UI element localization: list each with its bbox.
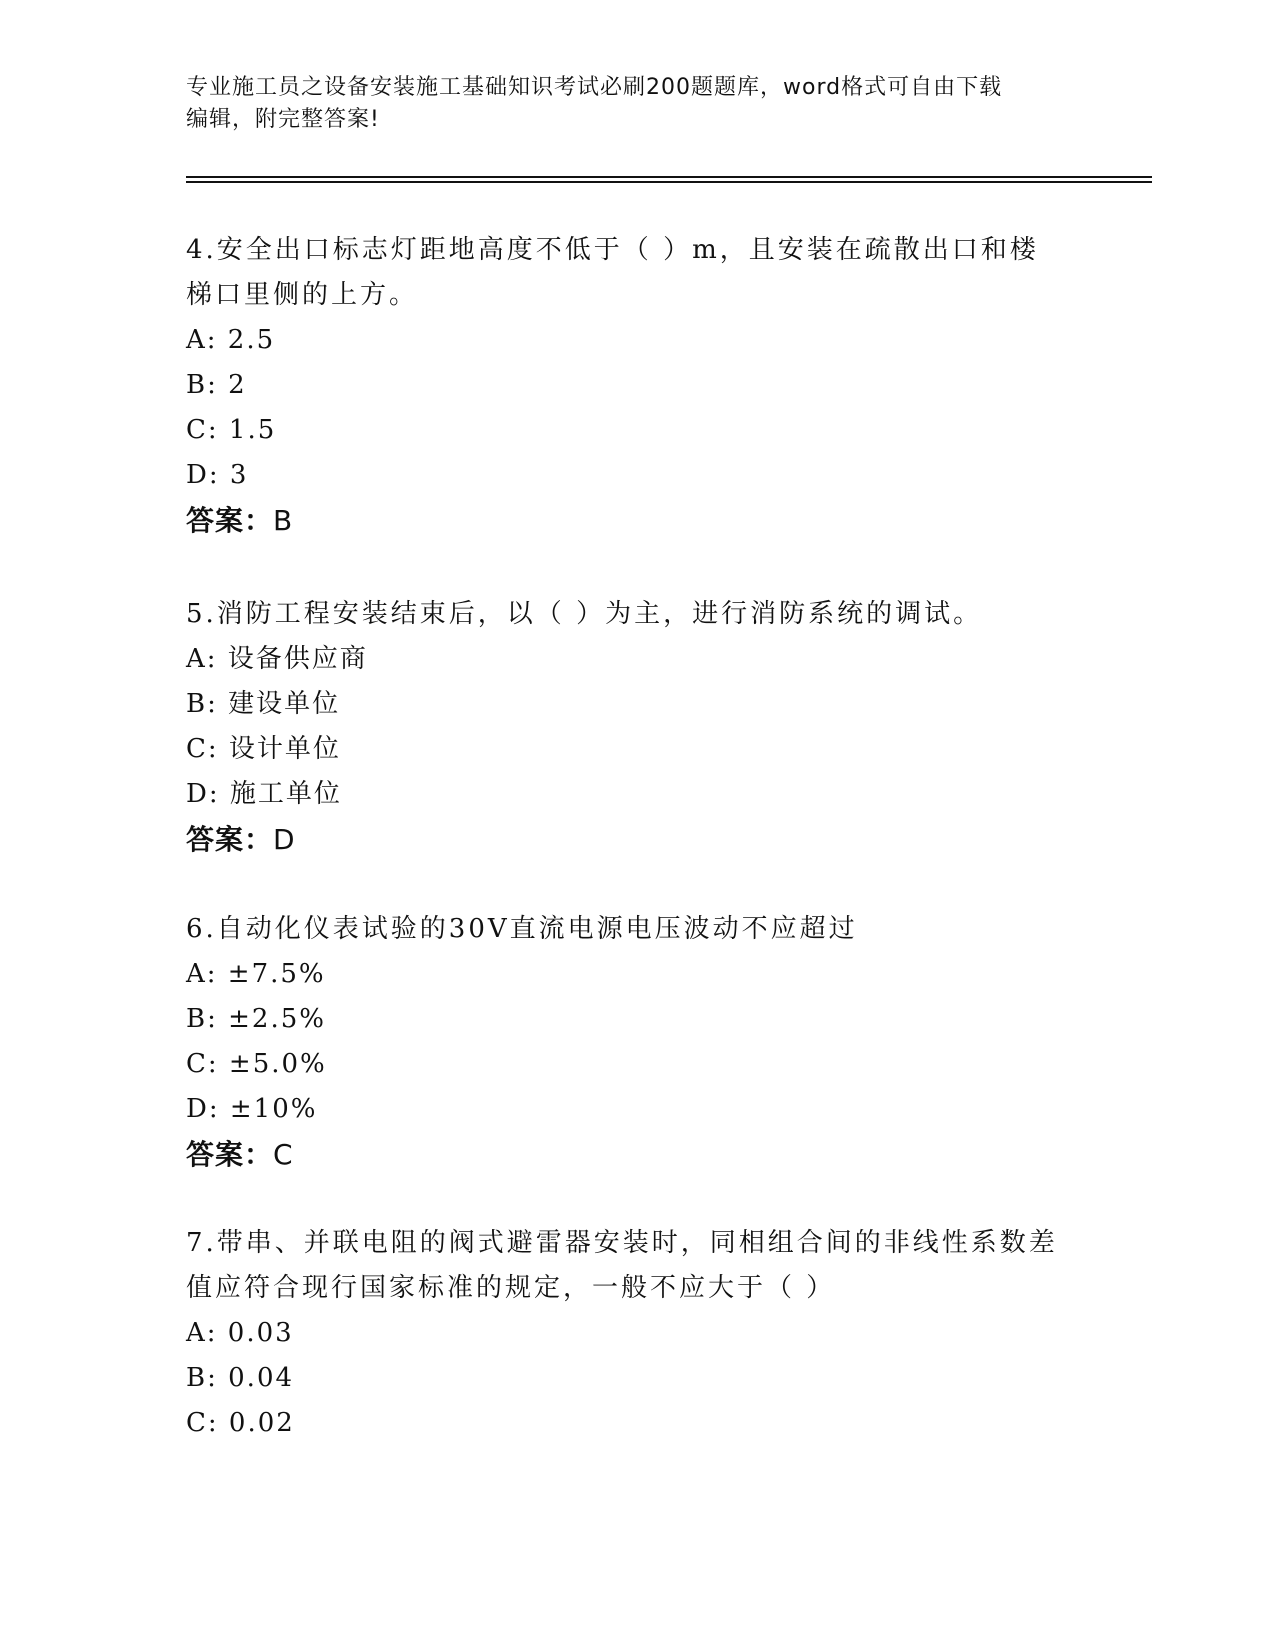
option-c: C: 0.02 bbox=[186, 1408, 295, 1438]
answer-label: 答案： bbox=[186, 504, 274, 537]
option-b: B: 0.04 bbox=[186, 1363, 295, 1393]
header-divider-top bbox=[186, 176, 1152, 178]
answer bbox=[186, 498, 1066, 543]
option-c: C: 设计单位 bbox=[186, 734, 341, 764]
question-text: 5.消防工程安装结束后，以（ ）为主，进行消防系统的调试。 bbox=[186, 599, 983, 629]
answer-label: 答案： bbox=[186, 1138, 274, 1171]
option-a: A: 设备供应商 bbox=[186, 644, 368, 674]
answer-value: C bbox=[273, 1138, 294, 1171]
question-text: 7.带串、并联电阻的阀式避雷器安装时，同相组合间的非线性系数差值应符合现行国家标准的规定，一般不应大于（ ） bbox=[186, 1228, 1058, 1303]
question-text: 6.自动化仪表试验的30V直流电源电压波动不应超过 bbox=[186, 914, 858, 944]
header-divider-bottom bbox=[186, 181, 1152, 183]
answer-label: 答案： bbox=[186, 823, 274, 856]
option-a: A: ±7.5% bbox=[186, 959, 326, 989]
answer bbox=[186, 1132, 1066, 1177]
question-6 bbox=[186, 907, 1066, 1177]
question-7 bbox=[186, 1221, 1066, 1446]
answer bbox=[186, 817, 1066, 862]
header-title-line-1: 专业施工员之设备安装施工基础知识考试必刷200题题库，word格式可自由下载 bbox=[186, 75, 1003, 100]
question-4 bbox=[186, 228, 1066, 543]
option-c: C: 1.5 bbox=[186, 415, 277, 445]
header-title-line-2: 编辑，附完整答案! bbox=[186, 107, 380, 132]
option-d: D: 3 bbox=[186, 460, 249, 490]
document-header bbox=[186, 72, 1086, 136]
option-a: A: 2.5 bbox=[186, 325, 276, 355]
answer-value: B bbox=[273, 504, 294, 537]
option-b: B: 2 bbox=[186, 370, 247, 400]
option-b: B: ±2.5% bbox=[186, 1004, 326, 1034]
answer-value: D bbox=[273, 823, 296, 856]
option-d: D: 施工单位 bbox=[186, 779, 342, 809]
option-c: C: ±5.0% bbox=[186, 1049, 327, 1079]
question-text: 4.安全出口标志灯距地高度不低于（ ）m，且安装在疏散出口和楼梯口里侧的上方。 bbox=[186, 235, 1039, 310]
question-5 bbox=[186, 592, 1066, 862]
option-a: A: 0.03 bbox=[186, 1318, 294, 1348]
option-d: D: ±10% bbox=[186, 1094, 318, 1124]
option-b: B: 建设单位 bbox=[186, 689, 341, 719]
